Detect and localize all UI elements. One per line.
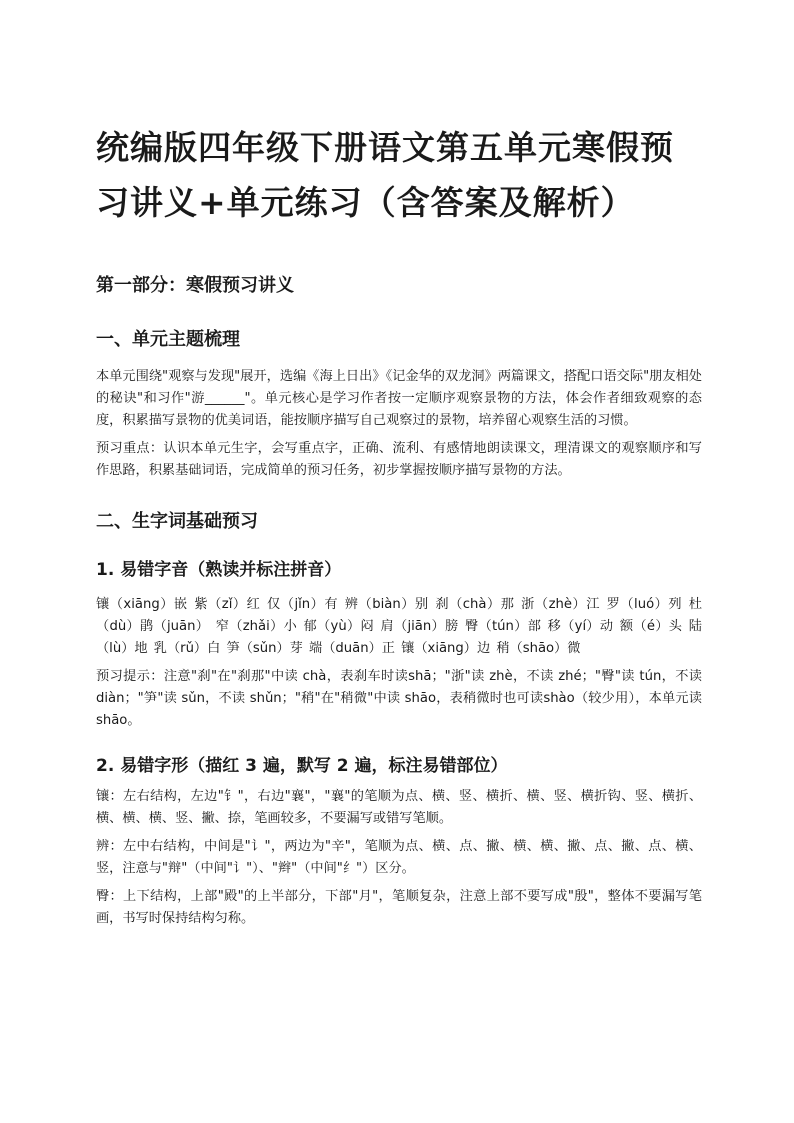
theme-paragraph: 本单元围绕"观察与发现"展开，选编《海上日出》《记金华的双龙洞》两篇课文，搭配口语交际"朋友相处的秘诀"和习作"游______"。单元核心是学习作者按一定顺序观察景物的方法，体会作者细致观察的态度，积累描写景物的优美词语，能按顺序描写自己观察过的景物，培养留心观察生活的习惯。: [96, 369, 702, 428]
pronunciation-tip: 预习提示：注意"刹"在"刹那"中读 chà，表刹车时读shā；"浙"读 zhè，不读 zhé；"臀"读 tún，不读 diàn；"笋"读 sǔn，不读 shǔn；"稍"在"稍微"中读 shāo，表稍微时也可读shào（较少用），本单元读shāo。: [96, 669, 702, 728]
section-vocab-heading: 二、生字词基础预习: [96, 511, 258, 532]
glyph-item-bian: 辨：左中右结构，中间是"讠"，两边为"辛"，笔顺为点、横、点、撇、横、横、撇、点、撇、点、横、竖，注意与"辩"（中间"讠"）、"辫"（中间"纟"）区分。: [96, 839, 702, 876]
glyph-subheading: 2. 易错字形（描红 3 遍，默写 2 遍，标注易错部位）: [96, 756, 508, 776]
pronunciation-subheading: 1. 易错字音（熟读并标注拼音）: [96, 560, 342, 580]
glyph-item-xiang: 镶：左右结构，左边"钅"，右边"襄"，"襄"的笔顺为点、横、竖、横折、横、竖、横折钩、竖、横折、横、横、横、竖、撇、捺，笔画较多，不要漏写或错写笔顺。: [96, 789, 702, 826]
glyph-item-tun: 臀：上下结构，上部"殿"的上半部分，下部"月"，笔顺复杂，注意上部不要写成"殷"，整体不要漏写笔画，书写时保持结构匀称。: [96, 889, 702, 926]
preview-focus-paragraph: 预习重点：认识本单元生字，会写重点字，正确、流利、有感情地朗读课文，理清课文的观察顺序和写作思路，积累基础词语，完成简单的预习任务，初步掌握按顺序描写景物的方法。: [96, 441, 702, 478]
part-one-heading: 第一部分：寒假预习讲义: [96, 275, 294, 296]
pronunciation-list: 镶（xiāng）嵌 紫（zǐ）红 仅（jǐn）有 辨（biàn）别 刹（chà）那 浙（zhè）江 罗（luó）列 杜（dù）鹃（juān） 窄（zhǎi）小 郁（yù）闷 肩（jiān）膀 臀（tún）部 移（yí）动 额（é）头 陆（lù）地 乳（rǔ）白 笋（sǔn）芽 端（duān）正 镶（xiāng）边 稍（shāo）微: [96, 597, 702, 656]
document-title: 统编版四年级下册语文第五单元寒假预习讲义+单元练习（含答案及解析）: [96, 128, 674, 222]
document-page: [96, 120, 702, 930]
section-theme-heading: 一、单元主题梳理: [96, 329, 240, 350]
